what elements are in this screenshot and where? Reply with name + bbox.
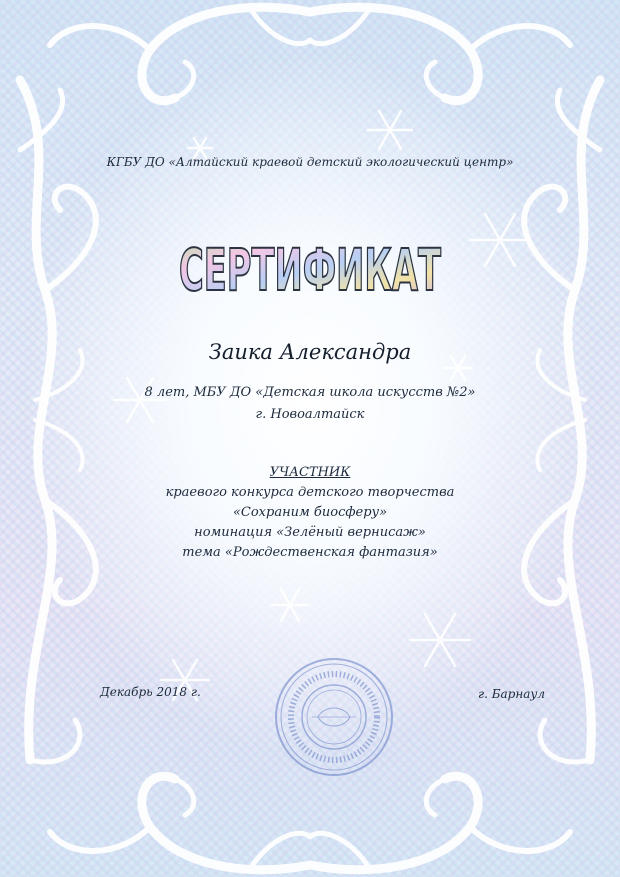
recipient-city: г. Новоалтайск [255, 407, 365, 422]
snowflake-icon [272, 589, 308, 621]
certificate-title [0, 218, 620, 308]
contest-name: «Сохраним биосферу» [232, 505, 388, 520]
issue-date: Декабрь 2018 г. [100, 685, 201, 699]
title-text: СЕРТИФИКАТ [179, 236, 442, 304]
participant-status: УЧАСТНИК [269, 465, 351, 480]
snowflake-icon [410, 614, 470, 666]
nomination: номинация «Зелёный вернисаж» [194, 525, 426, 540]
theme: тема «Рождественская фантазия» [182, 545, 438, 560]
issuer-organization: КГБУ ДО «Алтайский краевой детский экологический центр» [106, 155, 514, 169]
recipient-name: Заика Александра [208, 340, 412, 364]
contest-description: краевого конкурса детского творчества [165, 485, 455, 500]
recipient-info: 8 лет, МБУ ДО «Детская школа искусств №2» [144, 385, 476, 400]
snowflake-icon [368, 111, 412, 149]
official-seal [272, 655, 396, 779]
issue-place: г. Барнаул [478, 687, 546, 701]
